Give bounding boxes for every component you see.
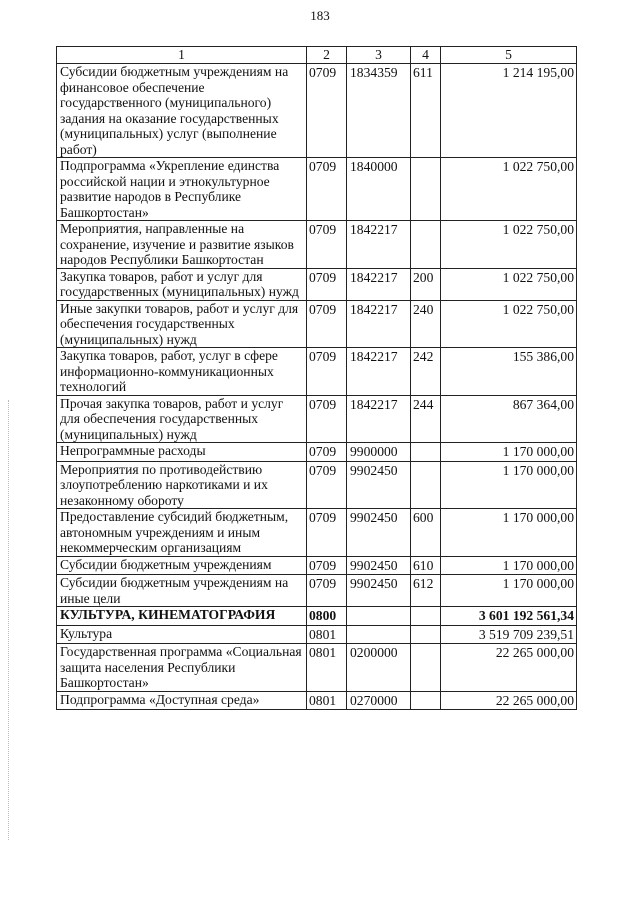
table-row	[57, 644, 577, 692]
cell-target-code: 0270000	[347, 691, 411, 710]
cell-amount: 867 364,00	[441, 395, 577, 443]
cell-target-code: 1834359	[347, 64, 411, 158]
table-row	[57, 691, 577, 710]
cell-amount: 1 022 750,00	[441, 268, 577, 300]
cell-amount: 1 170 000,00	[441, 461, 577, 509]
cell-amount: 1 022 750,00	[441, 158, 577, 221]
header-col-3: 3	[347, 47, 411, 64]
cell-target-code: 1842217	[347, 348, 411, 396]
table-body	[57, 64, 577, 710]
table-row	[57, 625, 577, 644]
table-row	[57, 556, 577, 575]
cell-name: Иные закупки товаров, работ и услуг для обеспечения государственных (муниципальных) нужд	[57, 300, 307, 348]
cell-name: Предоставление субсидий бюджетным, автономным учреждениям и иным некоммерческим организациям	[57, 509, 307, 557]
cell-section-code: 0709	[307, 461, 347, 509]
table-row	[57, 607, 577, 626]
cell-name: Культура	[57, 625, 307, 644]
cell-amount: 155 386,00	[441, 348, 577, 396]
cell-amount: 1 022 750,00	[441, 300, 577, 348]
header-col-2: 2	[307, 47, 347, 64]
cell-amount: 3 601 192 561,34	[441, 607, 577, 626]
cell-name: Непрограммные расходы	[57, 443, 307, 462]
cell-expense-type: 242	[411, 348, 441, 396]
cell-name: Государственная программа «Социальная защита населения Республики Башкортостан»	[57, 644, 307, 692]
cell-target-code: 9902450	[347, 575, 411, 607]
cell-expense-type	[411, 158, 441, 221]
cell-target-code: 1842217	[347, 221, 411, 269]
table-row	[57, 461, 577, 509]
cell-section-code: 0709	[307, 395, 347, 443]
table-row	[57, 443, 577, 462]
cell-amount: 1 022 750,00	[441, 221, 577, 269]
table-row	[57, 395, 577, 443]
table-row	[57, 158, 577, 221]
table-row	[57, 268, 577, 300]
cell-target-code: 9900000	[347, 443, 411, 462]
cell-section-code: 0709	[307, 64, 347, 158]
table-row	[57, 348, 577, 396]
cell-section-code: 0800	[307, 607, 347, 626]
cell-expense-type: 600	[411, 509, 441, 557]
cell-amount: 1 170 000,00	[441, 509, 577, 557]
cell-name: Субсидии бюджетным учреждениям на финансовое обеспечение государственного (муниципального) задания на оказание государственных (муниципальных) услуг (выполнение работ)	[57, 64, 307, 158]
cell-amount: 1 170 000,00	[441, 443, 577, 462]
table-row	[57, 300, 577, 348]
cell-amount: 22 265 000,00	[441, 644, 577, 692]
cell-section-code: 0801	[307, 691, 347, 710]
cell-target-code: 9902450	[347, 556, 411, 575]
table-row	[57, 64, 577, 158]
cell-name: Закупка товаров, работ и услуг для государственных (муниципальных) нужд	[57, 268, 307, 300]
cell-expense-type	[411, 221, 441, 269]
header-col-4: 4	[411, 47, 441, 64]
cell-target-code: 0200000	[347, 644, 411, 692]
cell-section-code: 0709	[307, 158, 347, 221]
table-row	[57, 509, 577, 557]
cell-target-code: 9902450	[347, 509, 411, 557]
cell-amount: 1 170 000,00	[441, 556, 577, 575]
budget-table	[56, 46, 577, 710]
header-col-5: 5	[441, 47, 577, 64]
cell-name: Субсидии бюджетным учреждениям	[57, 556, 307, 575]
cell-section-code: 0709	[307, 221, 347, 269]
cell-name: Субсидии бюджетным учреждениям на иные цели	[57, 575, 307, 607]
cell-expense-type: 611	[411, 64, 441, 158]
cell-expense-type	[411, 644, 441, 692]
cell-name: Мероприятия по противодействию злоупотреблению наркотиками и их незаконному обороту	[57, 461, 307, 509]
cell-name: Закупка товаров, работ, услуг в сфере информационно-коммуникационных технологий	[57, 348, 307, 396]
cell-expense-type	[411, 691, 441, 710]
table-row	[57, 221, 577, 269]
table-row	[57, 575, 577, 607]
cell-name: Подпрограмма «Укрепление единства российской нации и этнокультурное развитие народов в Республике Башкортостан»	[57, 158, 307, 221]
cell-target-code: 1840000	[347, 158, 411, 221]
cell-amount: 1 170 000,00	[441, 575, 577, 607]
cell-amount: 3 519 709 239,51	[441, 625, 577, 644]
header-col-1: 1	[57, 47, 307, 64]
cell-amount: 1 214 195,00	[441, 64, 577, 158]
page-number: 183	[310, 8, 330, 23]
cell-section-code: 0709	[307, 268, 347, 300]
cell-expense-type	[411, 607, 441, 626]
scan-edge	[8, 400, 10, 840]
cell-section-code: 0709	[307, 348, 347, 396]
cell-expense-type: 240	[411, 300, 441, 348]
cell-name: Мероприятия, направленные на сохранение, изучение и развитие языков народов Республики Башкортостан	[57, 221, 307, 269]
cell-expense-type	[411, 461, 441, 509]
cell-section-code: 0709	[307, 556, 347, 575]
cell-name: Подпрограмма «Доступная среда»	[57, 691, 307, 710]
cell-expense-type: 244	[411, 395, 441, 443]
cell-section-code: 0709	[307, 509, 347, 557]
cell-section-code: 0709	[307, 443, 347, 462]
cell-target-code: 1842217	[347, 395, 411, 443]
cell-name: КУЛЬТУРА, КИНЕМАТОГРАФИЯ	[57, 607, 307, 626]
cell-name: Прочая закупка товаров, работ и услуг для обеспечения государственных (муниципальных) нужд	[57, 395, 307, 443]
cell-target-code	[347, 625, 411, 644]
cell-target-code: 1842217	[347, 300, 411, 348]
cell-section-code: 0709	[307, 575, 347, 607]
header-row	[57, 47, 577, 64]
cell-target-code	[347, 607, 411, 626]
cell-amount: 22 265 000,00	[441, 691, 577, 710]
cell-expense-type	[411, 443, 441, 462]
cell-section-code: 0801	[307, 644, 347, 692]
cell-section-code: 0801	[307, 625, 347, 644]
cell-section-code: 0709	[307, 300, 347, 348]
cell-target-code: 9902450	[347, 461, 411, 509]
cell-expense-type	[411, 625, 441, 644]
cell-target-code: 1842217	[347, 268, 411, 300]
cell-expense-type: 612	[411, 575, 441, 607]
cell-expense-type: 200	[411, 268, 441, 300]
cell-expense-type: 610	[411, 556, 441, 575]
